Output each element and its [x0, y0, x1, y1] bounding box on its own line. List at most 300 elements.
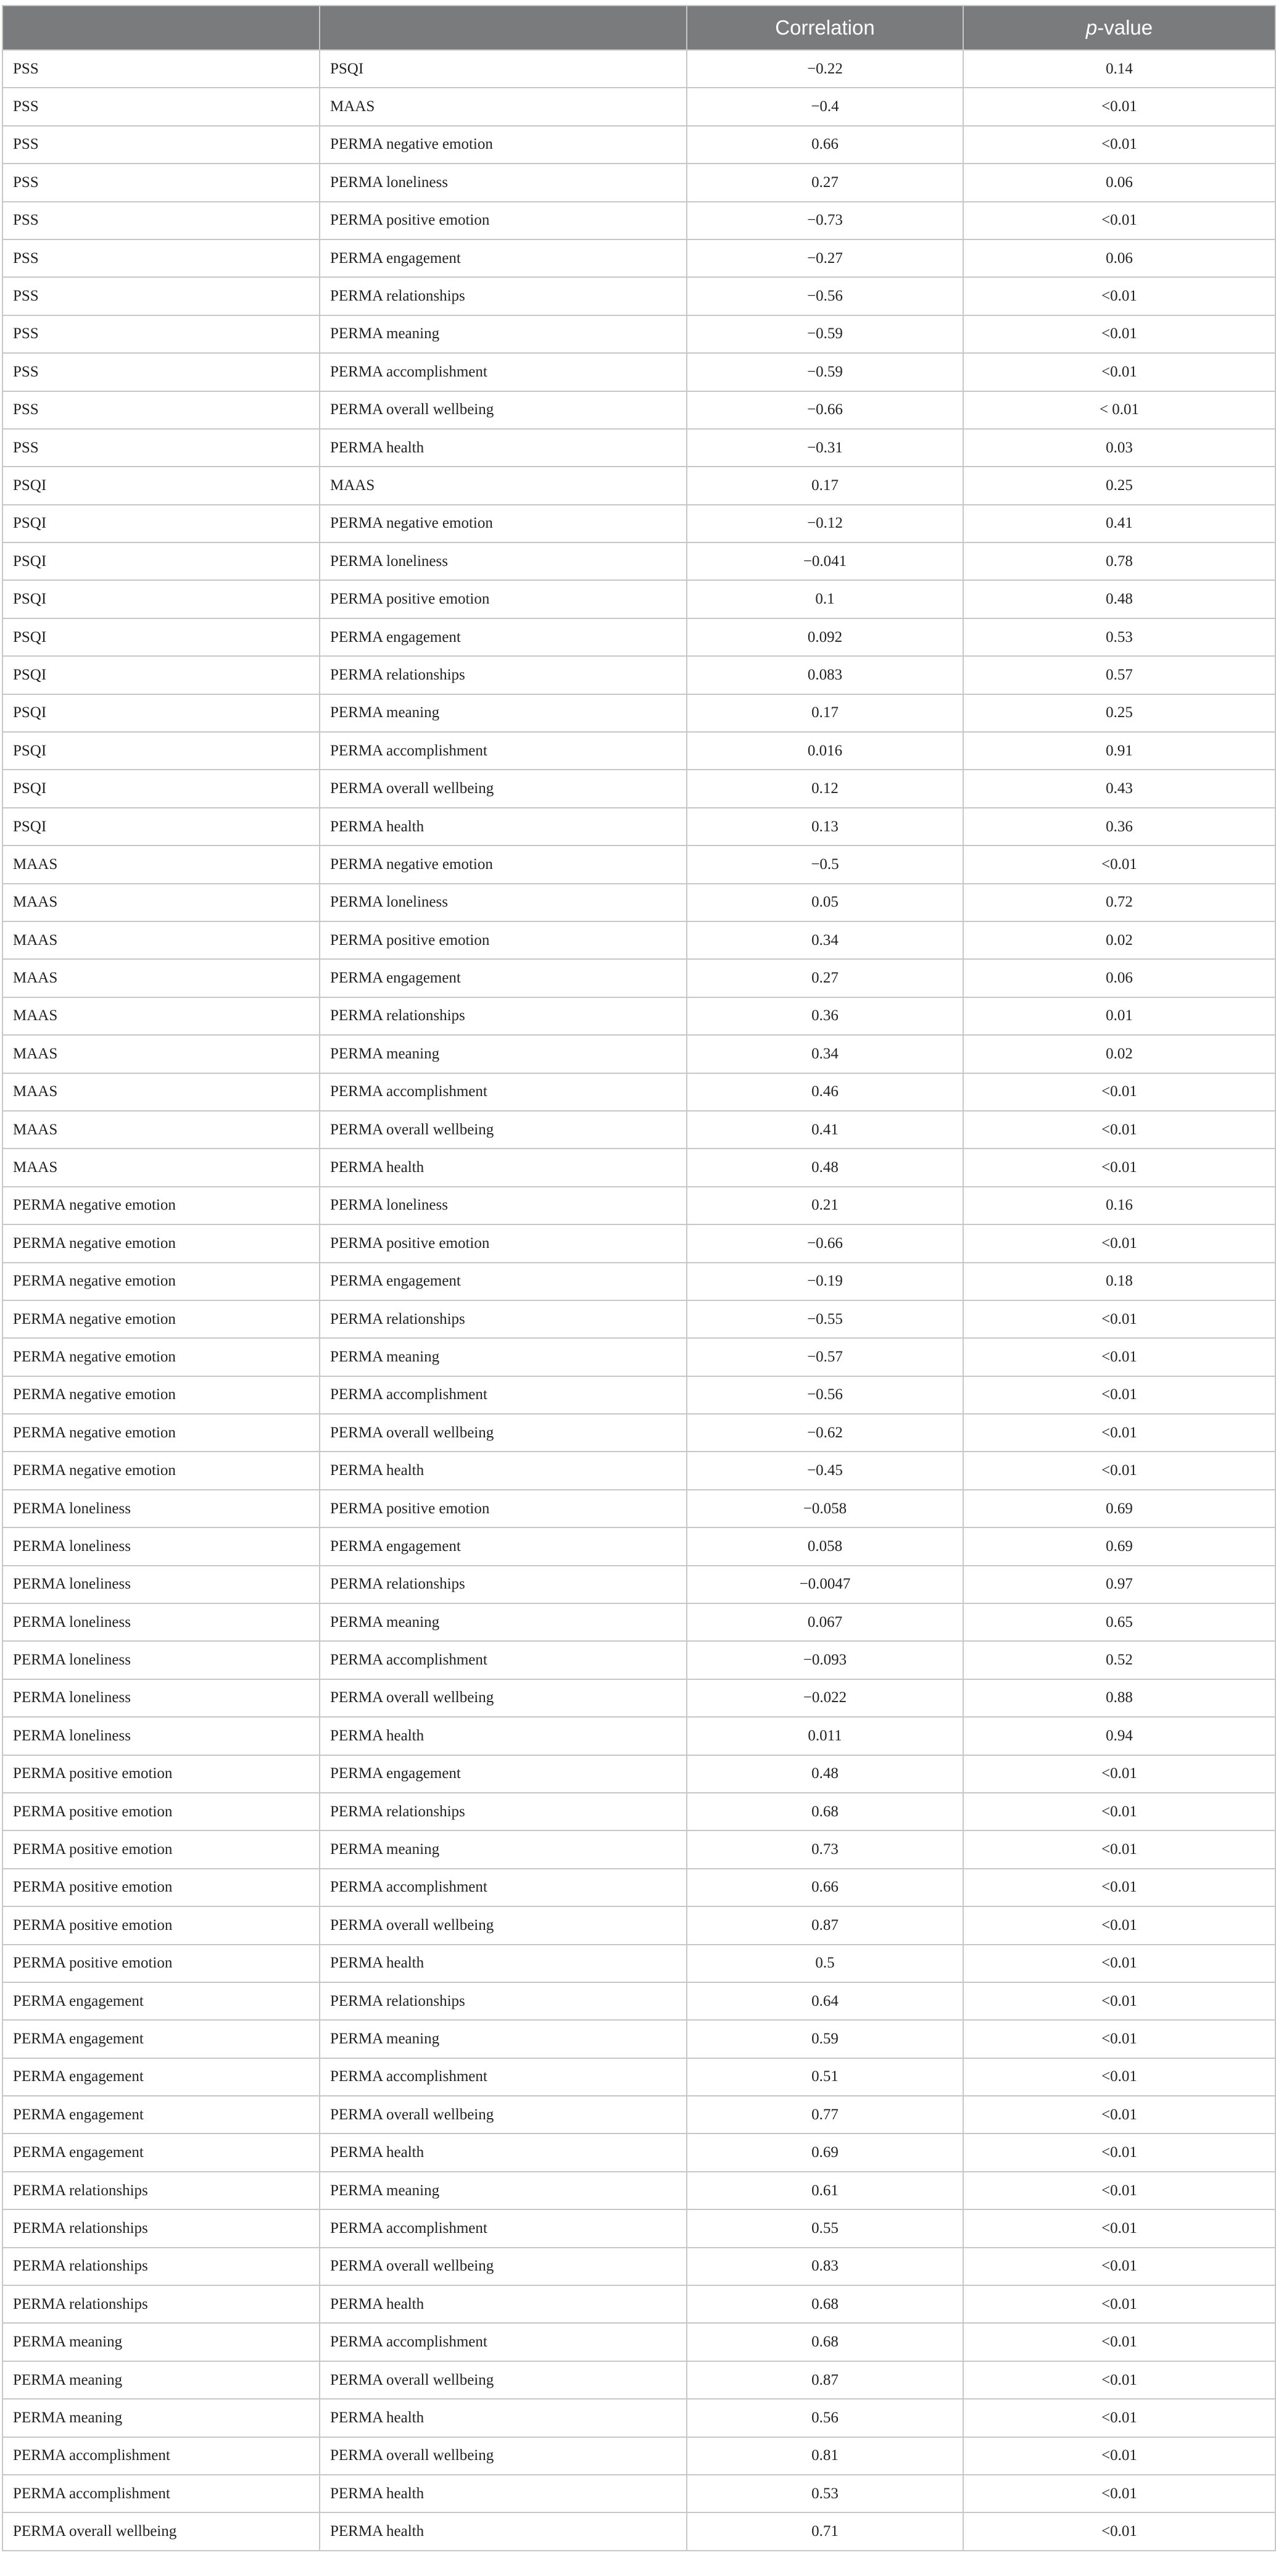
table-row	[2, 1376, 1275, 1414]
variable-1-cell: PERMA loneliness	[2, 1603, 320, 1641]
table-row	[2, 580, 1275, 618]
variable-1-cell: MAAS	[2, 921, 320, 959]
p-value-cell: <0.01	[963, 1149, 1275, 1186]
correlation-cell: 0.46	[687, 1073, 963, 1111]
table-row	[2, 1490, 1275, 1527]
correlation-cell: 0.51	[687, 2058, 963, 2096]
correlation-cell: 0.59	[687, 2020, 963, 2058]
variable-2-cell: PERMA positive emotion	[320, 580, 687, 618]
table-row	[2, 277, 1275, 315]
variable-2-cell: PERMA health	[320, 2475, 687, 2512]
variable-2-cell: MAAS	[320, 467, 687, 504]
table-row	[2, 1452, 1275, 1489]
variable-2-cell: PERMA accomplishment	[320, 1641, 687, 1679]
variable-2-cell: PERMA overall wellbeing	[320, 1679, 687, 1717]
table-row	[2, 959, 1275, 997]
p-value-cell: 0.14	[963, 50, 1275, 88]
correlation-cell: −0.4	[687, 88, 963, 125]
table-row	[2, 732, 1275, 770]
variable-2-cell: PERMA engagement	[320, 1755, 687, 1793]
header-row	[2, 6, 1275, 50]
correlation-cell: 0.61	[687, 2172, 963, 2209]
p-value-cell: 0.72	[963, 884, 1275, 921]
variable-2-cell: PERMA accomplishment	[320, 2058, 687, 2096]
variable-2-cell: PERMA relationships	[320, 656, 687, 694]
p-value-cell: <0.01	[963, 1906, 1275, 1944]
table-row	[2, 353, 1275, 391]
p-value-cell: <0.01	[963, 1414, 1275, 1452]
correlation-cell: −0.022	[687, 1679, 963, 1717]
p-value-cell: <0.01	[963, 1452, 1275, 1489]
correlation-cell: 0.092	[687, 618, 963, 656]
variable-1-cell: PSS	[2, 126, 320, 164]
p-value-cell: 0.03	[963, 429, 1275, 467]
variable-2-cell: PERMA positive emotion	[320, 921, 687, 959]
correlation-cell: 0.77	[687, 2096, 963, 2134]
p-value-cell: <0.01	[963, 2512, 1275, 2550]
correlation-cell: 0.48	[687, 1755, 963, 1793]
p-value-cell: 0.57	[963, 656, 1275, 694]
variable-2-cell: PERMA health	[320, 1717, 687, 1755]
correlation-cell: −0.45	[687, 1452, 963, 1489]
variable-2-cell: PERMA relationships	[320, 997, 687, 1035]
variable-1-cell: PERMA loneliness	[2, 1527, 320, 1565]
variable-1-cell: PERMA relationships	[2, 2248, 320, 2285]
table-row	[2, 1338, 1275, 1376]
variable-1-cell: PERMA relationships	[2, 2209, 320, 2247]
p-value-cell: <0.01	[963, 1073, 1275, 1111]
table-row	[2, 1869, 1275, 1906]
correlation-cell: 0.34	[687, 1035, 963, 1073]
table-row	[2, 2285, 1275, 2323]
table-row	[2, 1906, 1275, 1944]
correlation-cell: 0.53	[687, 2475, 963, 2512]
variable-2-cell: PERMA positive emotion	[320, 202, 687, 239]
variable-2-cell: PERMA engagement	[320, 239, 687, 277]
correlation-cell: 0.87	[687, 1906, 963, 1944]
p-value-cell: 0.18	[963, 1263, 1275, 1300]
table-row	[2, 846, 1275, 883]
table-row	[2, 2096, 1275, 2134]
table-row	[2, 88, 1275, 125]
p-value-cell: < 0.01	[963, 391, 1275, 429]
correlation-cell: 0.5	[687, 1945, 963, 1982]
variable-1-cell: PSS	[2, 50, 320, 88]
correlation-cell: 0.68	[687, 2285, 963, 2323]
p-value-cell: <0.01	[963, 315, 1275, 353]
p-value-cell: <0.01	[963, 1830, 1275, 1868]
variable-1-cell: PSS	[2, 88, 320, 125]
table-row	[2, 770, 1275, 807]
p-value-cell: <0.01	[963, 2323, 1275, 2361]
variable-1-cell: PERMA overall wellbeing	[2, 2512, 320, 2550]
variable-1-cell: PSS	[2, 391, 320, 429]
variable-2-cell: PERMA relationships	[320, 1982, 687, 2020]
correlation-cell: 0.56	[687, 2399, 963, 2437]
variable-2-cell: PERMA health	[320, 1452, 687, 1489]
table-row	[2, 2058, 1275, 2096]
p-value-cell: <0.01	[963, 202, 1275, 239]
variable-1-cell: PERMA loneliness	[2, 1566, 320, 1603]
correlation-cell: 0.66	[687, 1869, 963, 1906]
table-row	[2, 921, 1275, 959]
correlation-cell: −0.12	[687, 505, 963, 542]
table-row	[2, 2437, 1275, 2475]
variable-2-cell: PERMA meaning	[320, 694, 687, 732]
table-row	[2, 1603, 1275, 1641]
p-value-cell: <0.01	[963, 353, 1275, 391]
correlation-cell: −0.0047	[687, 1566, 963, 1603]
variable-1-cell: PSS	[2, 315, 320, 353]
correlation-cell: 0.011	[687, 1717, 963, 1755]
variable-1-cell: MAAS	[2, 959, 320, 997]
variable-1-cell: MAAS	[2, 1035, 320, 1073]
correlation-cell: −0.22	[687, 50, 963, 88]
p-value-cell: <0.01	[963, 1755, 1275, 1793]
correlation-cell: 0.66	[687, 126, 963, 164]
variable-2-cell: PERMA loneliness	[320, 164, 687, 201]
variable-1-cell: PERMA loneliness	[2, 1641, 320, 1679]
correlation-cell: −0.5	[687, 846, 963, 883]
p-value-cell: 0.36	[963, 808, 1275, 846]
variable-2-cell: PERMA positive emotion	[320, 1224, 687, 1262]
table-row	[2, 2134, 1275, 2171]
p-value-cell: <0.01	[963, 1793, 1275, 1830]
p-value-cell: <0.01	[963, 2248, 1275, 2285]
table-row	[2, 202, 1275, 239]
variable-2-cell: PERMA accomplishment	[320, 353, 687, 391]
variable-2-cell: PERMA health	[320, 808, 687, 846]
p-value-cell: <0.01	[963, 2209, 1275, 2247]
variable-2-cell: PERMA negative emotion	[320, 126, 687, 164]
p-value-cell: <0.01	[963, 2134, 1275, 2171]
correlation-cell: 0.73	[687, 1830, 963, 1868]
table-row	[2, 1641, 1275, 1679]
table-row	[2, 1224, 1275, 1262]
variable-2-cell: PERMA health	[320, 2399, 687, 2437]
correlation-cell: 0.69	[687, 2134, 963, 2171]
p-value-cell: 0.48	[963, 580, 1275, 618]
variable-2-cell: PERMA negative emotion	[320, 846, 687, 883]
variable-2-cell: PERMA overall wellbeing	[320, 391, 687, 429]
table-row	[2, 2361, 1275, 2399]
table-row	[2, 391, 1275, 429]
correlation-cell: 0.27	[687, 959, 963, 997]
variable-1-cell: PERMA positive emotion	[2, 1945, 320, 1982]
table-row	[2, 656, 1275, 694]
correlation-cell: −0.27	[687, 239, 963, 277]
variable-2-cell: PERMA overall wellbeing	[320, 1414, 687, 1452]
table-row	[2, 2512, 1275, 2550]
table-row	[2, 2399, 1275, 2437]
table-row	[2, 884, 1275, 921]
p-value-cell: <0.01	[963, 2020, 1275, 2058]
p-value-cell: 0.52	[963, 1641, 1275, 1679]
variable-1-cell: PERMA engagement	[2, 2058, 320, 2096]
correlation-cell: 0.48	[687, 1149, 963, 1186]
variable-1-cell: MAAS	[2, 884, 320, 921]
p-value-cell: <0.01	[963, 1338, 1275, 1376]
variable-2-cell: PERMA meaning	[320, 2172, 687, 2209]
variable-1-cell: PSS	[2, 164, 320, 201]
table-row	[2, 505, 1275, 542]
correlation-cell: 0.68	[687, 1793, 963, 1830]
correlation-cell: −0.041	[687, 542, 963, 580]
p-value-cell: <0.01	[963, 1224, 1275, 1262]
correlation-cell: 0.13	[687, 808, 963, 846]
variable-1-cell: PERMA positive emotion	[2, 1869, 320, 1906]
variable-1-cell: PSS	[2, 239, 320, 277]
p-value-cell: <0.01	[963, 1111, 1275, 1149]
table-row	[2, 2020, 1275, 2058]
correlation-cell: −0.56	[687, 1376, 963, 1414]
variable-1-cell: PERMA negative emotion	[2, 1300, 320, 1338]
table-row	[2, 429, 1275, 467]
p-value-cell: 0.65	[963, 1603, 1275, 1641]
variable-1-cell: PERMA accomplishment	[2, 2437, 320, 2475]
variable-2-cell: PERMA overall wellbeing	[320, 2248, 687, 2285]
table-row	[2, 1830, 1275, 1868]
p-value-cell: 0.25	[963, 467, 1275, 504]
variable-1-cell: PERMA engagement	[2, 2134, 320, 2171]
correlation-cell: −0.62	[687, 1414, 963, 1452]
p-value-cell: 0.69	[963, 1527, 1275, 1565]
variable-1-cell: PERMA negative emotion	[2, 1376, 320, 1414]
correlation-cell: 0.083	[687, 656, 963, 694]
p-value-cell: 0.25	[963, 694, 1275, 732]
correlation-cell: 0.17	[687, 694, 963, 732]
p-value-cell: <0.01	[963, 1869, 1275, 1906]
variable-2-cell: PERMA negative emotion	[320, 505, 687, 542]
p-value-cell: 0.69	[963, 1490, 1275, 1527]
correlation-cell: −0.55	[687, 1300, 963, 1338]
variable-2-cell: PERMA overall wellbeing	[320, 770, 687, 807]
correlation-cell: −0.59	[687, 315, 963, 353]
p-value-cell: <0.01	[963, 2361, 1275, 2399]
variable-2-cell: PERMA health	[320, 2285, 687, 2323]
table-row	[2, 1793, 1275, 1830]
p-value-cell: <0.01	[963, 2437, 1275, 2475]
table-row	[2, 1187, 1275, 1224]
correlation-cell: 0.34	[687, 921, 963, 959]
variable-1-cell: PERMA engagement	[2, 1982, 320, 2020]
variable-1-cell: PSS	[2, 277, 320, 315]
variable-2-cell: PERMA engagement	[320, 959, 687, 997]
table-row	[2, 50, 1275, 88]
variable-1-cell: PSQI	[2, 580, 320, 618]
table-row	[2, 1035, 1275, 1073]
variable-2-cell: PERMA relationships	[320, 1793, 687, 1830]
correlation-cell: 0.21	[687, 1187, 963, 1224]
variable-2-cell: PERMA overall wellbeing	[320, 1111, 687, 1149]
table-row	[2, 164, 1275, 201]
variable-2-cell: PERMA relationships	[320, 277, 687, 315]
table-row	[2, 2323, 1275, 2361]
variable-2-cell: PERMA loneliness	[320, 884, 687, 921]
variable-1-cell: PERMA negative emotion	[2, 1338, 320, 1376]
p-value-cell: <0.01	[963, 2172, 1275, 2209]
variable-1-cell: MAAS	[2, 846, 320, 883]
table-row	[2, 467, 1275, 504]
table-body	[2, 50, 1275, 2551]
correlation-cell: 0.68	[687, 2323, 963, 2361]
correlation-cell: 0.87	[687, 2361, 963, 2399]
table-row	[2, 618, 1275, 656]
correlation-cell: −0.56	[687, 277, 963, 315]
variable-2-cell: PERMA engagement	[320, 1263, 687, 1300]
table-row	[2, 1300, 1275, 1338]
variable-2-cell: PERMA relationships	[320, 1300, 687, 1338]
p-value-cell: 0.02	[963, 921, 1275, 959]
variable-2-cell: PSQI	[320, 50, 687, 88]
correlation-cell: −0.73	[687, 202, 963, 239]
p-value-cell: <0.01	[963, 2475, 1275, 2512]
variable-1-cell: PERMA negative emotion	[2, 1187, 320, 1224]
correlation-cell: −0.19	[687, 1263, 963, 1300]
table-row	[2, 1566, 1275, 1603]
correlation-cell: 0.27	[687, 164, 963, 201]
variable-1-cell: PSQI	[2, 694, 320, 732]
variable-1-cell: PERMA loneliness	[2, 1490, 320, 1527]
variable-1-cell: PSS	[2, 353, 320, 391]
table-row	[2, 1982, 1275, 2020]
variable-1-cell: PERMA positive emotion	[2, 1755, 320, 1793]
variable-2-cell: PERMA overall wellbeing	[320, 1906, 687, 1944]
p-value-cell: <0.01	[963, 2096, 1275, 2134]
table-row	[2, 542, 1275, 580]
header-p-suffix: -value	[1097, 16, 1153, 39]
variable-2-cell: PERMA health	[320, 2134, 687, 2171]
variable-1-cell: PERMA loneliness	[2, 1717, 320, 1755]
variable-1-cell: PSS	[2, 429, 320, 467]
variable-2-cell: PERMA accomplishment	[320, 2323, 687, 2361]
table-row	[2, 997, 1275, 1035]
variable-2-cell: PERMA health	[320, 1149, 687, 1186]
correlation-cell: 0.058	[687, 1527, 963, 1565]
p-value-cell: 0.06	[963, 959, 1275, 997]
correlation-table	[2, 5, 1276, 2551]
correlation-cell: 0.17	[687, 467, 963, 504]
variable-1-cell: PERMA meaning	[2, 2323, 320, 2361]
table-row	[2, 239, 1275, 277]
variable-1-cell: PERMA positive emotion	[2, 1906, 320, 1944]
variable-1-cell: PSQI	[2, 770, 320, 807]
correlation-cell: 0.05	[687, 884, 963, 921]
p-value-cell: 0.16	[963, 1187, 1275, 1224]
variable-2-cell: PERMA meaning	[320, 315, 687, 353]
table-row	[2, 808, 1275, 846]
correlation-cell: −0.058	[687, 1490, 963, 1527]
variable-1-cell: PERMA relationships	[2, 2172, 320, 2209]
variable-1-cell: PERMA negative emotion	[2, 1263, 320, 1300]
p-value-cell: <0.01	[963, 1945, 1275, 1982]
correlation-cell: −0.31	[687, 429, 963, 467]
table-row	[2, 1149, 1275, 1186]
variable-1-cell: PSQI	[2, 656, 320, 694]
variable-2-cell: PERMA relationships	[320, 1566, 687, 1603]
table-row	[2, 1073, 1275, 1111]
table-row	[2, 126, 1275, 164]
table-row	[2, 1111, 1275, 1149]
variable-1-cell: PSQI	[2, 732, 320, 770]
variable-1-cell: MAAS	[2, 1073, 320, 1111]
variable-1-cell: PSQI	[2, 618, 320, 656]
p-value-cell: 0.91	[963, 732, 1275, 770]
p-value-cell: 0.97	[963, 1566, 1275, 1603]
variable-2-cell: PERMA overall wellbeing	[320, 2361, 687, 2399]
p-value-cell: <0.01	[963, 2285, 1275, 2323]
variable-1-cell: PERMA loneliness	[2, 1679, 320, 1717]
variable-2-cell: PERMA overall wellbeing	[320, 2096, 687, 2134]
variable-2-cell: MAAS	[320, 88, 687, 125]
variable-2-cell: PERMA accomplishment	[320, 1073, 687, 1111]
variable-1-cell: PSQI	[2, 542, 320, 580]
variable-2-cell: PERMA accomplishment	[320, 1376, 687, 1414]
p-value-cell: 0.06	[963, 239, 1275, 277]
variable-2-cell: PERMA meaning	[320, 1603, 687, 1641]
correlation-cell: 0.81	[687, 2437, 963, 2475]
variable-2-cell: PERMA meaning	[320, 1035, 687, 1073]
table-row	[2, 2172, 1275, 2209]
variable-1-cell: PERMA positive emotion	[2, 1793, 320, 1830]
p-value-cell: <0.01	[963, 846, 1275, 883]
correlation-cell: 0.1	[687, 580, 963, 618]
p-value-cell: <0.01	[963, 1300, 1275, 1338]
variable-2-cell: PERMA meaning	[320, 1830, 687, 1868]
variable-1-cell: PERMA engagement	[2, 2096, 320, 2134]
variable-2-cell: PERMA loneliness	[320, 542, 687, 580]
correlation-cell: −0.57	[687, 1338, 963, 1376]
table-row	[2, 1527, 1275, 1565]
table-row	[2, 694, 1275, 732]
correlation-cell: 0.64	[687, 1982, 963, 2020]
correlation-cell: 0.41	[687, 1111, 963, 1149]
variable-1-cell: PSQI	[2, 467, 320, 504]
variable-1-cell: PERMA meaning	[2, 2361, 320, 2399]
correlation-cell: −0.66	[687, 1224, 963, 1262]
correlation-cell: 0.55	[687, 2209, 963, 2247]
table-row	[2, 1755, 1275, 1793]
variable-1-cell: PSQI	[2, 808, 320, 846]
variable-2-cell: PERMA health	[320, 2512, 687, 2550]
header-p-italic: p	[1085, 16, 1098, 39]
header-p-value	[963, 6, 1275, 50]
correlation-cell: 0.71	[687, 2512, 963, 2550]
table-row	[2, 1717, 1275, 1755]
variable-1-cell: PERMA relationships	[2, 2285, 320, 2323]
correlation-cell: −0.66	[687, 391, 963, 429]
p-value-cell: 0.02	[963, 1035, 1275, 1073]
correlation-cell: −0.093	[687, 1641, 963, 1679]
table-row	[2, 1414, 1275, 1452]
header-variable-1	[2, 6, 320, 50]
variable-2-cell: PERMA meaning	[320, 1338, 687, 1376]
variable-2-cell: PERMA loneliness	[320, 1187, 687, 1224]
variable-1-cell: PERMA negative emotion	[2, 1452, 320, 1489]
variable-1-cell: MAAS	[2, 1111, 320, 1149]
p-value-cell: <0.01	[963, 2058, 1275, 2096]
p-value-cell: 0.88	[963, 1679, 1275, 1717]
correlation-cell: 0.36	[687, 997, 963, 1035]
variable-2-cell: PERMA engagement	[320, 618, 687, 656]
correlation-cell: 0.12	[687, 770, 963, 807]
variable-2-cell: PERMA accomplishment	[320, 2209, 687, 2247]
variable-1-cell: PSQI	[2, 505, 320, 542]
variable-1-cell: PERMA engagement	[2, 2020, 320, 2058]
correlation-cell: 0.83	[687, 2248, 963, 2285]
variable-2-cell: PERMA accomplishment	[320, 732, 687, 770]
p-value-cell: <0.01	[963, 88, 1275, 125]
